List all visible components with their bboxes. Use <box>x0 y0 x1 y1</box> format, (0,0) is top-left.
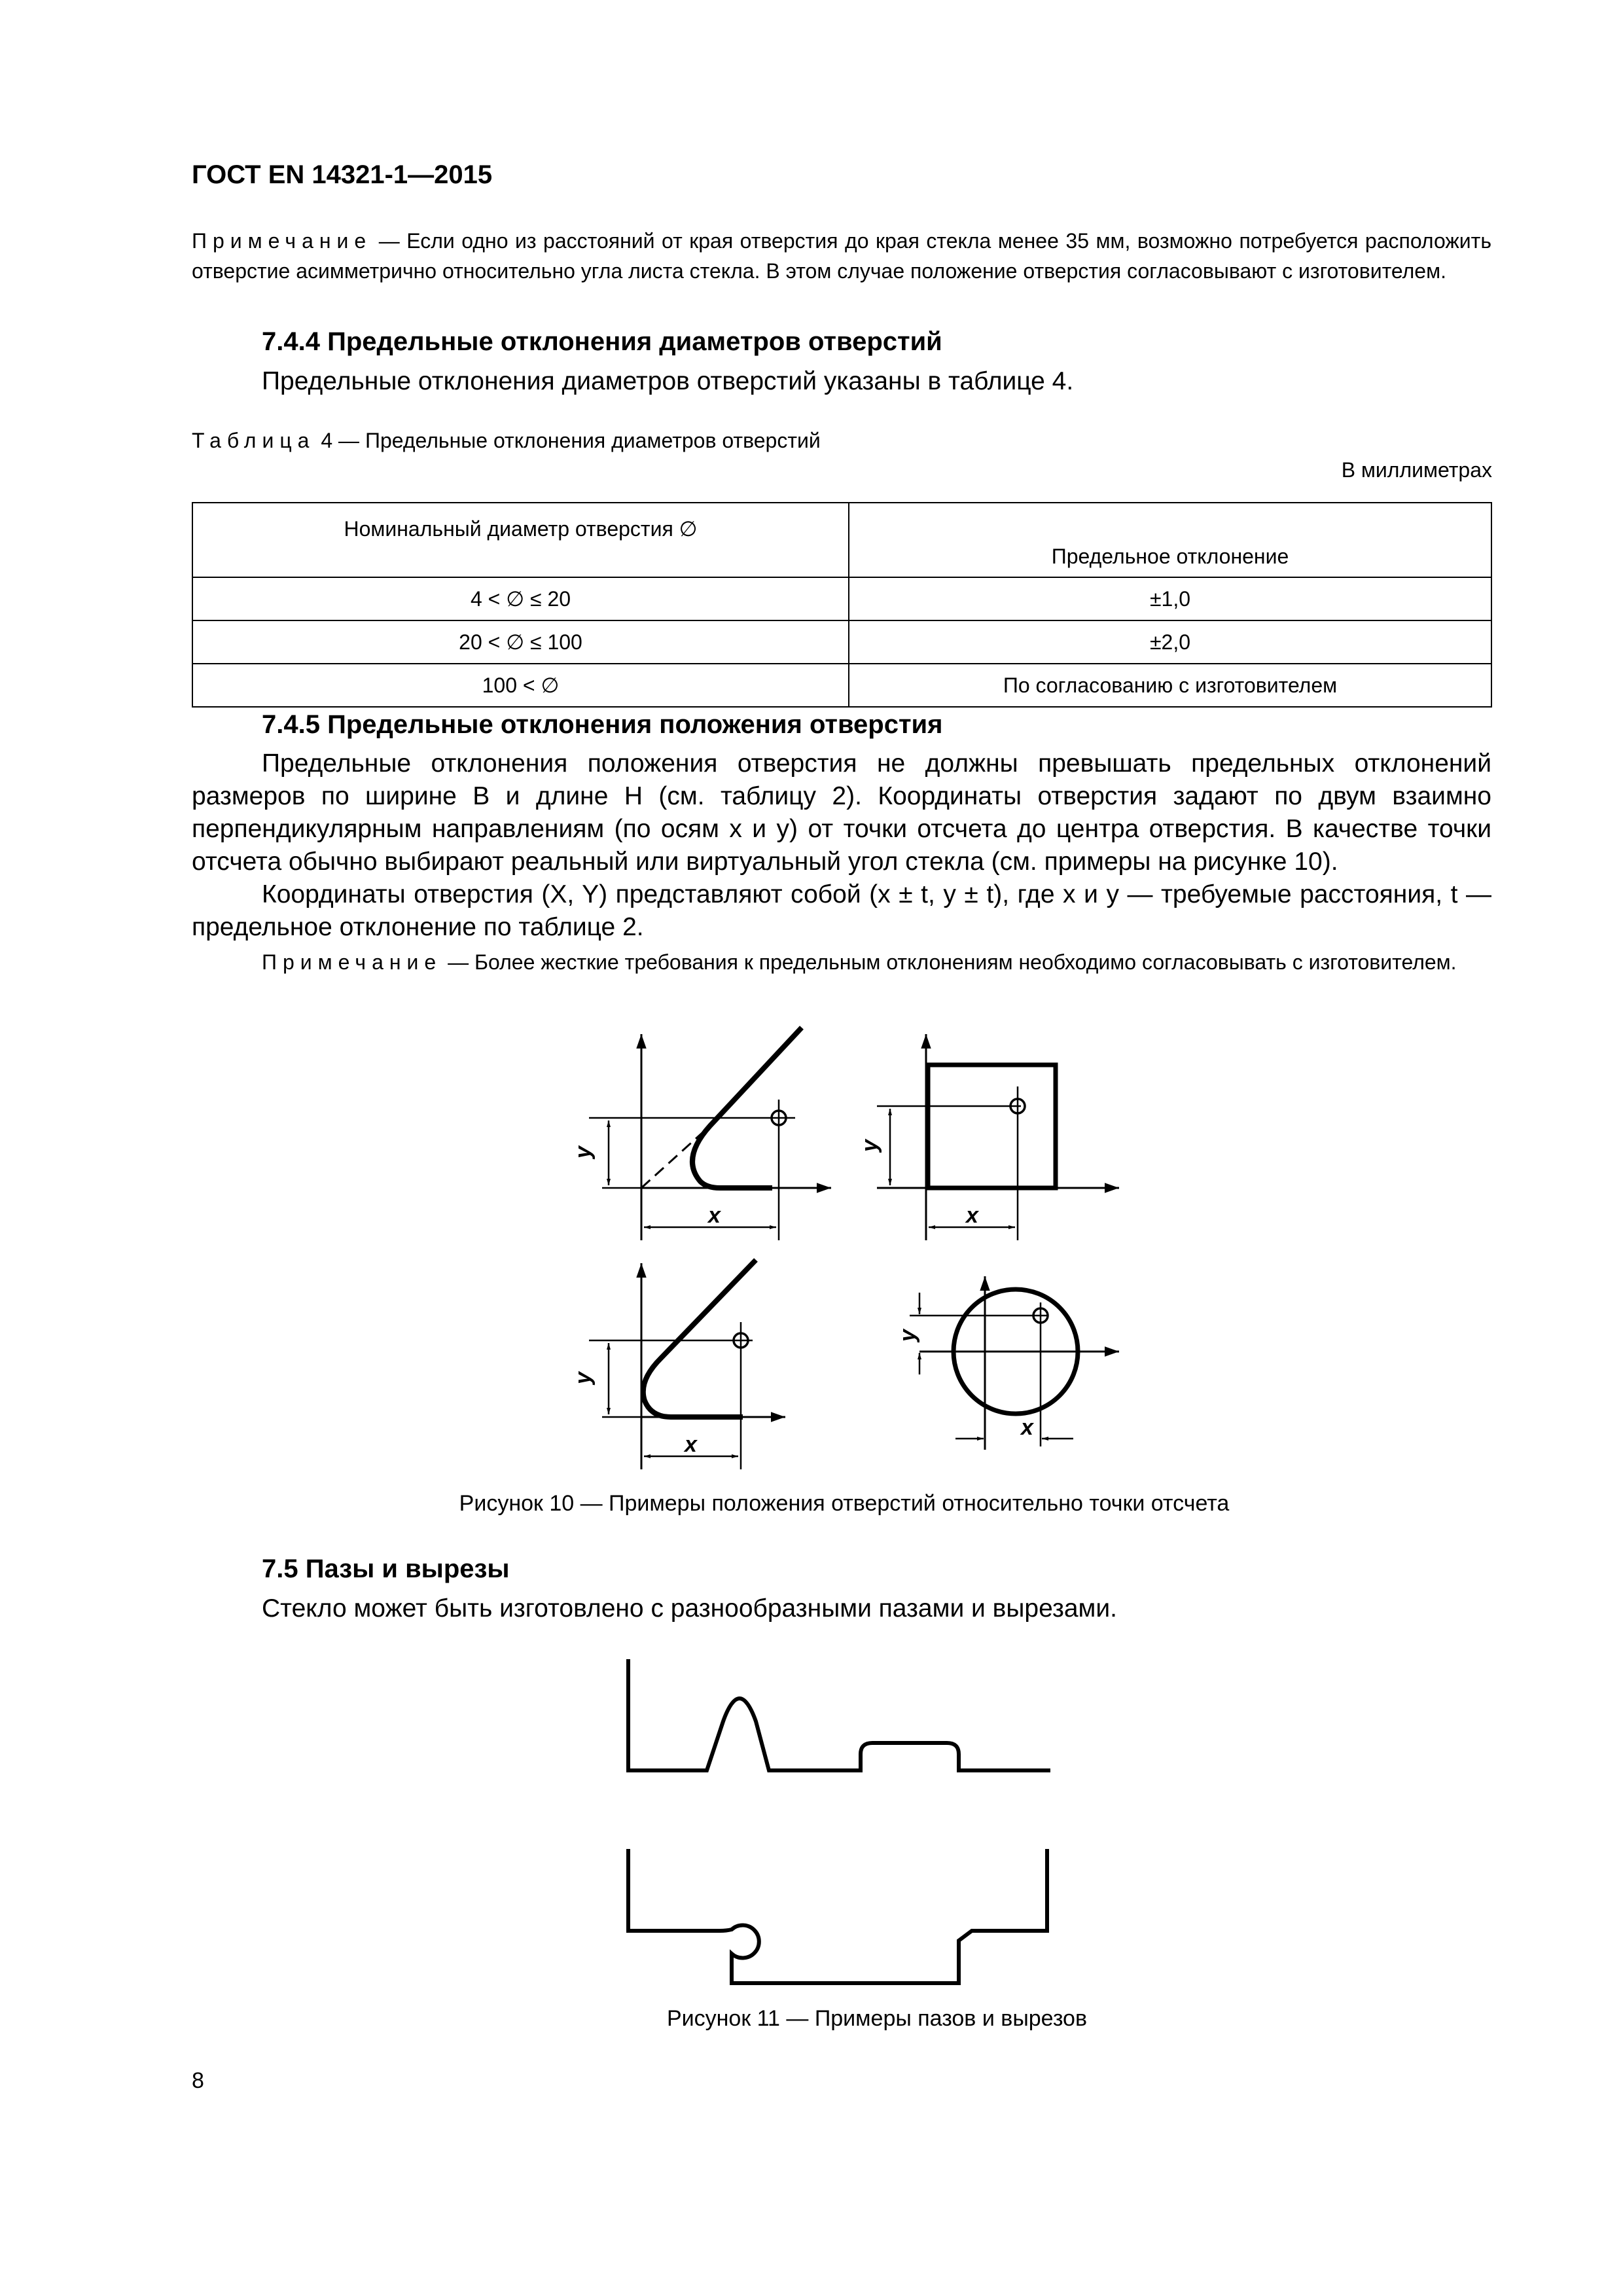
table-cell: 4 < ∅ ≤ 20 <box>192 577 849 620</box>
note-text: — Более жесткие требования к предельным отклонениям необходимо согласовывать с изготовителем. <box>442 950 1457 974</box>
note-text: — Если одно из расстояний от края отверстия до края стекла менее 35 мм, возможно потребуется расположить отверстие асимметрично относительно угла листа стекла. В этом случае положение отверстия согласовывают с изготовителем. <box>192 229 1491 283</box>
fig11-profile-top <box>628 1659 1050 1770</box>
table-unit: В миллиметрах <box>1341 458 1492 482</box>
section-7-4-5-heading: 7.4.5 Предельные отклонения положения отверстия <box>262 710 943 739</box>
fig10-panel-rectangle <box>877 1034 1119 1240</box>
fig10-label-y: y <box>571 1146 596 1158</box>
note-label: Примечание <box>262 950 442 974</box>
fig10-label-x: x <box>685 1432 697 1457</box>
figure-11-caption: Рисунок 11 — Примеры пазов и вырезов <box>666 2006 1088 2031</box>
table-cell: 20 < ∅ ≤ 100 <box>192 620 849 664</box>
figure-11-drawing <box>0 1636 1623 2003</box>
standard-header: ГОСТ EN 14321-1—2015 <box>192 160 493 189</box>
fig10-label-y: y <box>857 1139 882 1152</box>
header-cell-diameter: Номинальный диаметр отверстия ∅ <box>192 503 849 577</box>
header-cell-deviation: Предельное отклонение <box>849 503 1491 577</box>
section-7-5-heading: 7.5 Пазы и вырезы <box>262 1554 510 1583</box>
table-cell: ±1,0 <box>849 577 1491 620</box>
fig10-label-x: x <box>966 1203 978 1228</box>
fig11-profile-bottom <box>628 1849 1047 1983</box>
figure-10-caption: Рисунок 10 — Примеры положения отверстий относительно точки отсчета <box>459 1491 1230 1516</box>
fig10-label-x: x <box>1021 1415 1033 1440</box>
fig10-label-y: y <box>895 1329 920 1342</box>
table-cell: По согласованию с изготовителем <box>849 664 1491 707</box>
table-caption-text: 4 — Предельные отклонения диаметров отверстий <box>315 429 821 452</box>
section-7-4-5-paragraph-1: Предельные отклонения положения отверстия не должны превышать предельных отклонений размеров по ширине B и длине H (см. таблицу 2). Координаты отверстия задают по двум взаимно перпендикулярным направлениям (по осям x и y) от точки отсчета до центра отверстия. В качестве точки отсчета обычно выбирают реальный или виртуальный угол стекла (см. примеры на рисунке 10). <box>192 749 1491 876</box>
note-label: Примечание <box>192 229 372 253</box>
page-number: 8 <box>192 2068 204 2093</box>
section-7-4-4-text: Предельные отклонения диаметров отверстий указаны в таблице 4. <box>262 367 1074 395</box>
fig10-label-y: y <box>571 1372 596 1384</box>
section-7-4-5-paragraph-2: Координаты отверстия (X, Y) представляют собой (x ± t, y ± t), где x и y — требуемые расстояния, t — предельное отклонение по таблице 2. <box>192 880 1491 941</box>
fig10-panel-circle <box>910 1276 1119 1450</box>
section-7-4-4-heading: 7.4.4 Предельные отклонения диаметров отверстий <box>262 327 942 356</box>
fig10-label-x: x <box>708 1203 721 1228</box>
table-cell: 100 < ∅ <box>192 664 849 707</box>
table-cell: ±2,0 <box>849 620 1491 664</box>
table-label: Таблица <box>192 429 315 452</box>
section-7-5-text: Стекло может быть изготовлено с разнообразными пазами и вырезами. <box>262 1594 1117 1623</box>
